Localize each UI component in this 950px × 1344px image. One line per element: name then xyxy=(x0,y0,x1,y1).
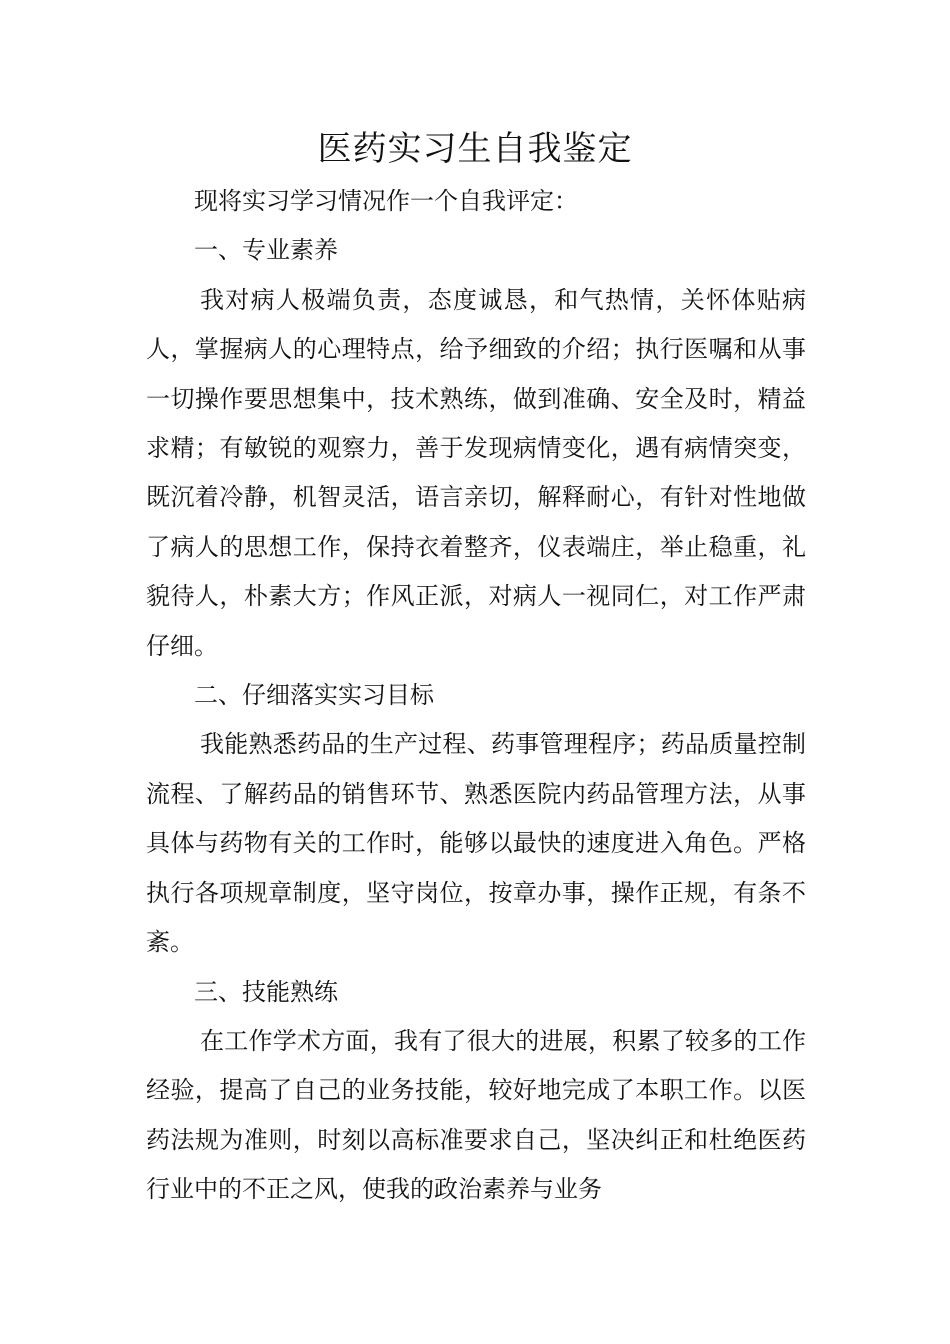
section-paragraph-3: 在工作学术方面，我有了很大的进展，积累了较多的工作经验，提高了自己的业务技能，较好地完成了本职工作。以医药法规为准则，时刻以高标准要求自己，坚决纠正和杜绝医药行业中的不正之风，使我的政治素养与业务 xyxy=(146,1026,806,1204)
intro-line: 现将实习学习情况作一个自我评定： xyxy=(194,187,578,215)
section-paragraph-1: 我对病人极端负责，态度诚恳，和气热情，关怀体贴病人，掌握病人的心理特点，给予细致的介绍；执行医嘱和从事一切操作要思想集中，技术熟练，做到准确、安全及时，精益求精；有敏锐的观察力，善于发现病情变化，遇有病情突变，既沉着冷静，机智灵活，语言亲切，解释耐心，有针对性地做了病人的思想工作，保持衣着整齐，仪表端庄，举止稳重，礼貌待人，朴素大方；作风正派，对病人一视同仁，对工作严肃仔细。 xyxy=(146,285,806,660)
section-heading-2: 二、仔细落实实习目标 xyxy=(194,681,434,710)
document-title: 医药实习生自我鉴定 xyxy=(317,129,633,169)
section-heading-3: 三、技能熟练 xyxy=(194,977,338,1006)
document-body xyxy=(146,177,806,1215)
section-paragraph-2: 我能熟悉药品的生产过程、药事管理程序；药品质量控制流程、了解药品的销售环节、熟悉医院内药品管理方法，从事具体与药物有关的工作时，能够以最快的速度进入角色。严格执行各项规章制度，坚守岗位，按章办事，操作正规，有条不紊。 xyxy=(146,730,806,957)
section-heading-1: 一、专业素养 xyxy=(194,236,338,265)
